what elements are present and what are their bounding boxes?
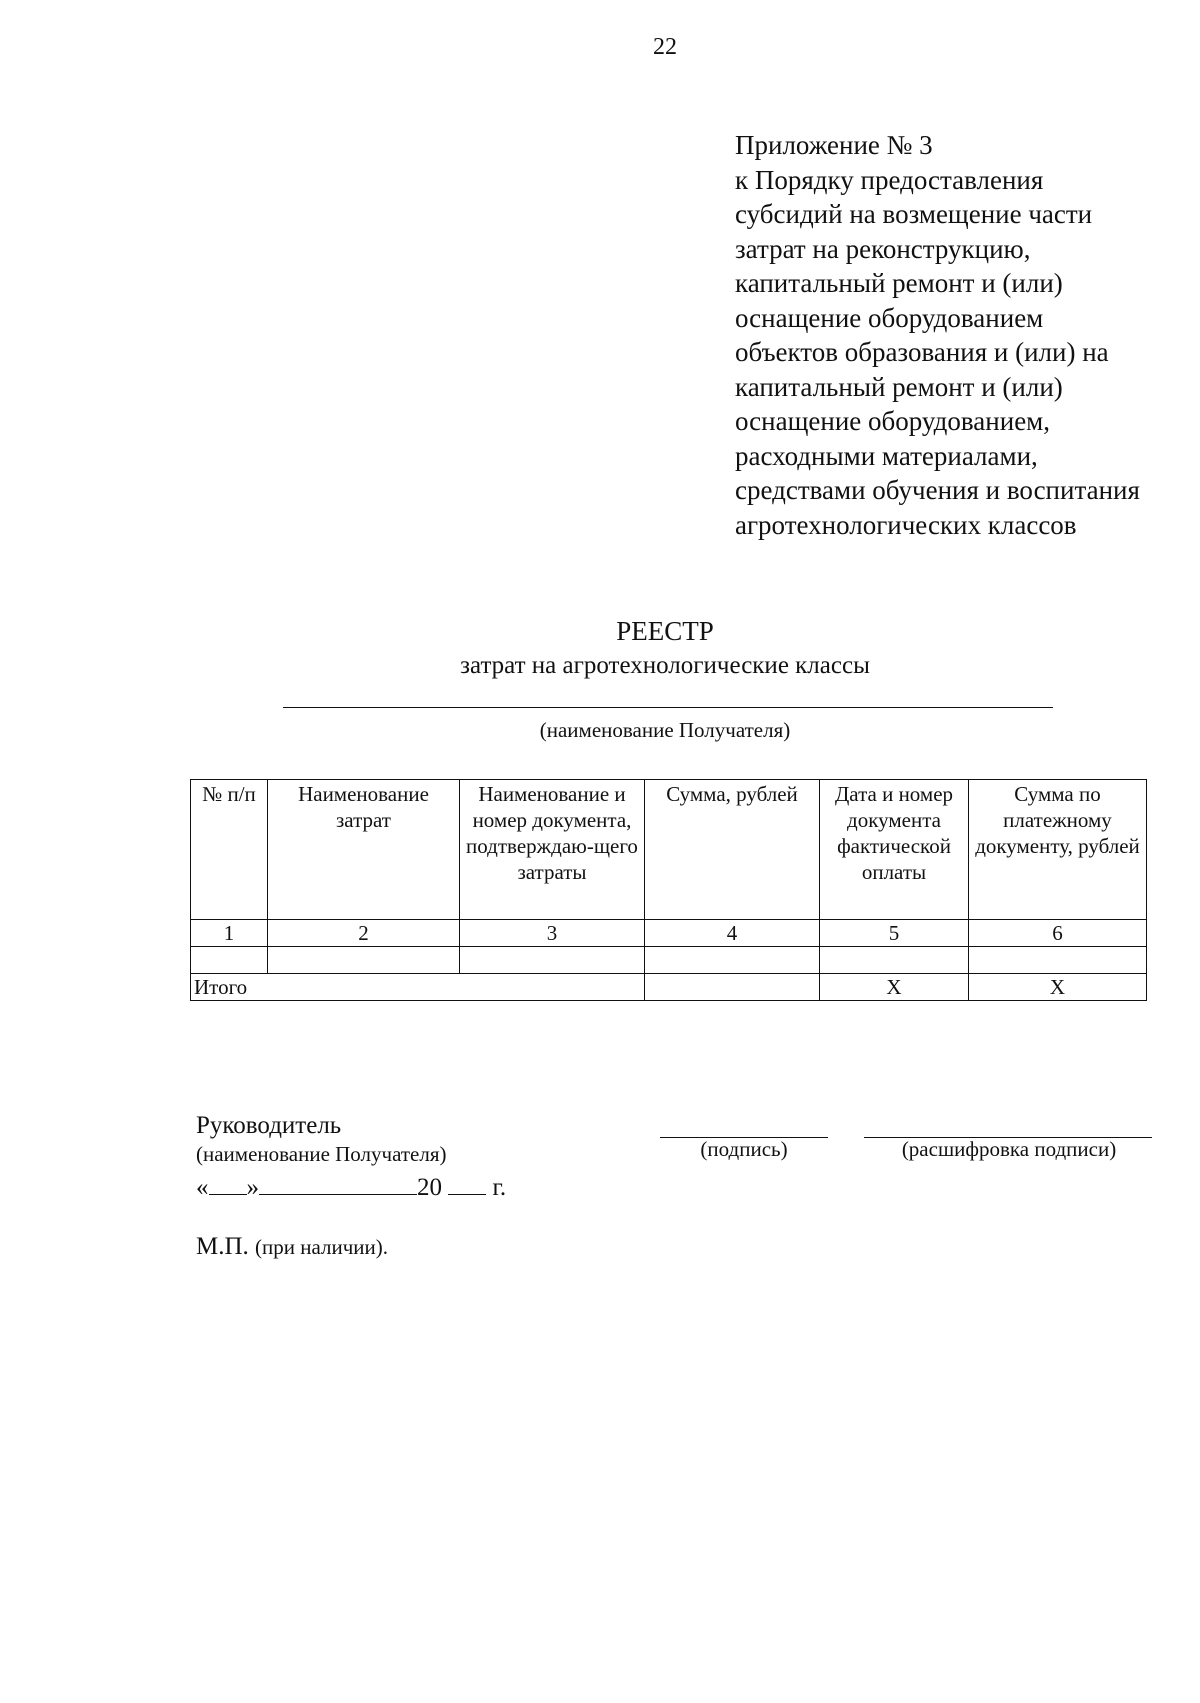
appendix-line: капитальный ремонт и (или)	[735, 268, 1063, 298]
total-row	[191, 974, 1147, 1001]
header-number: № п/п	[191, 780, 268, 920]
table-cell[interactable]	[191, 947, 268, 974]
appendix-line: средствами обучения и воспитания	[735, 475, 1140, 505]
total-label: Итого	[191, 974, 645, 1001]
appendix-line: оснащение оборудованием	[735, 302, 1044, 333]
total-col5-mark: Х	[820, 974, 969, 1001]
total-amount-cell[interactable]	[645, 974, 820, 1001]
month-blank[interactable]	[259, 1172, 417, 1195]
appendix-line: агротехнологических классов	[735, 509, 1077, 540]
column-number-row	[191, 920, 1147, 947]
appendix-line: к Порядку предоставления	[735, 164, 1044, 195]
column-number: 1	[191, 920, 268, 947]
table-cell[interactable]	[820, 947, 969, 974]
column-number: 5	[820, 920, 969, 947]
table-row	[191, 947, 1147, 974]
date-close-quote: »	[246, 1174, 259, 1201]
table-cell[interactable]	[645, 947, 820, 974]
stamp-note-text: (при наличии).	[255, 1235, 389, 1259]
document-subtitle: затрат на агротехнологические классы	[460, 652, 870, 679]
total-col6-mark: Х	[969, 974, 1147, 1001]
column-number: 4	[645, 920, 820, 947]
appendix-block	[735, 128, 1185, 542]
recipient-name-line[interactable]	[283, 707, 1053, 708]
date-line	[196, 1172, 506, 1202]
header-payment-date: Дата и номер документа фактической оплаты	[820, 780, 969, 920]
appendix-line: расходными материалами,	[735, 440, 1038, 471]
recipient-caption: (наименование Получателя)	[539, 718, 791, 742]
head-sub-caption: (наименование Получателя)	[196, 1142, 447, 1166]
appendix-line: объектов образования и (или) на	[735, 337, 1109, 367]
appendix-line: Приложение № 3	[735, 130, 933, 160]
appendix-line: оснащение оборудованием,	[735, 406, 1051, 436]
appendix-line: капитальный ремонт и (или)	[735, 371, 1063, 402]
table-cell[interactable]	[969, 947, 1147, 974]
table-cell[interactable]	[268, 947, 460, 974]
appendix-line: субсидий на возмещение части	[735, 199, 1093, 229]
year-suffix: г.	[492, 1174, 507, 1201]
year-blank[interactable]	[448, 1172, 486, 1195]
stamp-note	[196, 1233, 388, 1261]
table-header-row	[191, 780, 1147, 920]
signature-caption: (подпись)	[700, 1137, 788, 1161]
date-open-quote: «	[196, 1174, 209, 1201]
page-number: 22	[653, 34, 677, 60]
table-cell[interactable]	[460, 947, 645, 974]
header-payment-amount: Сумма по платежному документу, рублей	[969, 780, 1147, 920]
header-amount: Сумма, рублей	[645, 780, 820, 920]
year-prefix: 20	[417, 1174, 442, 1201]
registry-table	[190, 779, 1147, 1001]
column-number: 6	[969, 920, 1147, 947]
column-number: 3	[460, 920, 645, 947]
column-number: 2	[268, 920, 460, 947]
appendix-line: затрат на реконструкцию,	[735, 233, 1031, 264]
day-blank[interactable]	[209, 1172, 247, 1195]
head-label: Руководитель	[196, 1112, 342, 1139]
stamp-label: М.П.	[196, 1233, 249, 1260]
decryption-caption: (расшифровка подписи)	[901, 1137, 1117, 1161]
header-expense-name: Наименование затрат	[268, 780, 460, 920]
document-title: РЕЕСТР	[616, 616, 714, 646]
header-document: Наименование и номер документа, подтверждаю-щего затраты	[460, 780, 645, 920]
